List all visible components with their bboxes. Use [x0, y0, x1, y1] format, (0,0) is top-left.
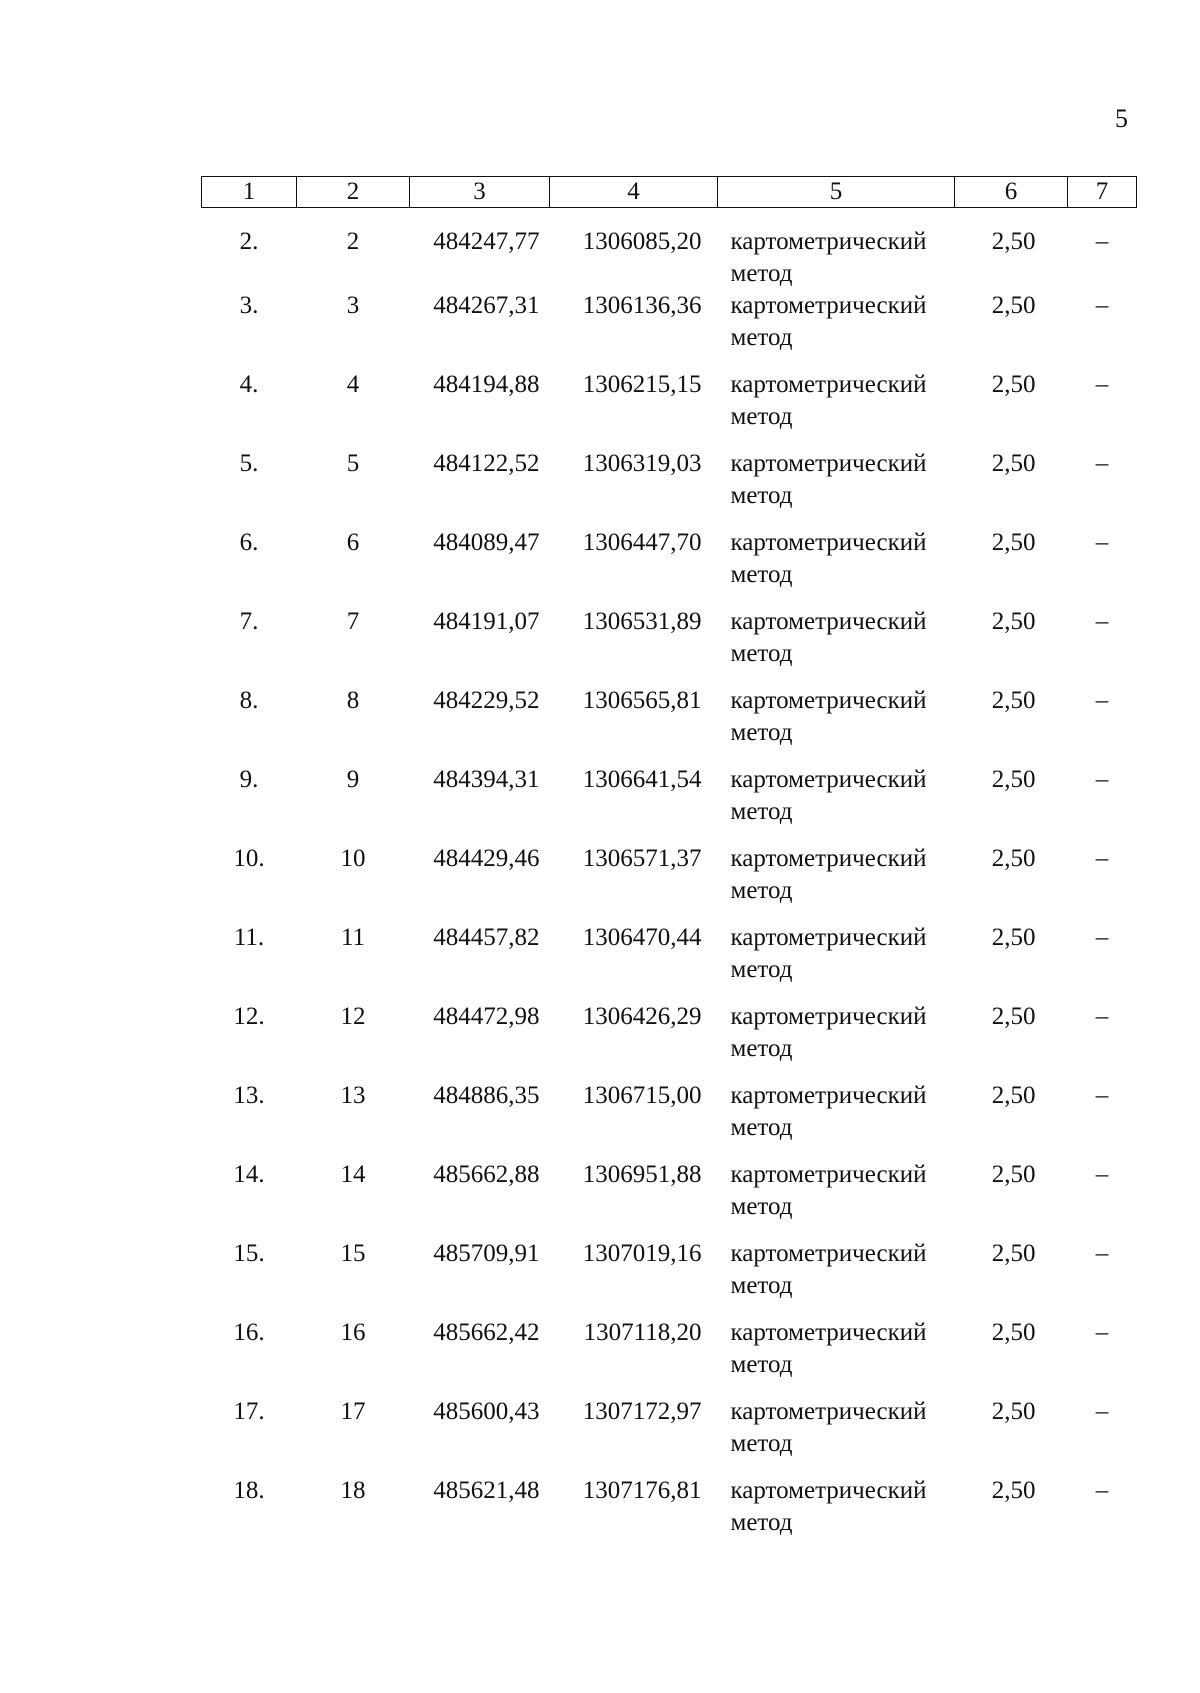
- note-cell: –: [1095, 529, 1109, 556]
- y-coordinate-cell: 1307176,81: [582, 1477, 702, 1504]
- point-number-cell: 18: [340, 1477, 366, 1504]
- x-coordinate-cell: 484122,52: [433, 450, 540, 477]
- note-cell: –: [1095, 228, 1109, 255]
- table-header: [202, 177, 1137, 208]
- y-coordinate-cell: 1306319,03: [582, 450, 702, 477]
- accuracy-cell: 2,50: [991, 450, 1036, 477]
- note-cell: –: [1095, 450, 1109, 477]
- x-coordinate-cell: 484429,46: [433, 845, 540, 872]
- accuracy-cell: 2,50: [991, 845, 1036, 872]
- x-coordinate-cell: 484247,77: [433, 228, 540, 255]
- table-row: [202, 685, 1137, 764]
- point-number-cell: 8: [346, 687, 360, 714]
- table-row: [202, 290, 1137, 369]
- table-row: [202, 1475, 1137, 1554]
- point-number-cell: 10: [340, 845, 366, 872]
- column-header: 7: [1068, 177, 1137, 208]
- y-coordinate-cell: 1306571,37: [582, 845, 702, 872]
- accuracy-cell: 2,50: [991, 1398, 1036, 1425]
- accuracy-cell: 2,50: [991, 371, 1036, 398]
- y-coordinate-cell: 1306470,44: [582, 924, 702, 951]
- x-coordinate-cell: 484472,98: [433, 1003, 540, 1030]
- accuracy-cell: 2,50: [991, 1477, 1036, 1504]
- note-cell: –: [1095, 371, 1109, 398]
- point-number-cell: 16: [340, 1319, 366, 1346]
- method-cell: картометрический метод: [730, 1082, 927, 1141]
- x-coordinate-cell: 485662,88: [433, 1161, 540, 1188]
- method-cell: картометрический метод: [730, 450, 927, 509]
- accuracy-cell: 2,50: [991, 1161, 1036, 1188]
- y-coordinate-cell: 1306951,88: [582, 1161, 702, 1188]
- row-number-cell: 5.: [239, 450, 259, 477]
- method-cell: картометрический метод: [730, 292, 927, 351]
- x-coordinate-cell: 484886,35: [433, 1082, 540, 1109]
- method-cell: картометрический метод: [730, 924, 927, 983]
- method-cell: картометрический метод: [730, 1319, 927, 1378]
- accuracy-cell: 2,50: [991, 292, 1036, 319]
- row-number-cell: 6.: [239, 529, 259, 556]
- method-cell: картометрический метод: [730, 1477, 927, 1536]
- note-cell: –: [1095, 1398, 1109, 1425]
- y-coordinate-cell: 1306136,36: [582, 292, 702, 319]
- method-cell: картометрический метод: [730, 608, 927, 667]
- row-number-cell: 3.: [239, 292, 259, 319]
- table-row: [202, 448, 1137, 527]
- table-row: [202, 764, 1137, 843]
- table-row: [202, 922, 1137, 1001]
- x-coordinate-cell: 484229,52: [433, 687, 540, 714]
- column-header: 3: [410, 177, 550, 208]
- point-number-cell: 14: [340, 1161, 366, 1188]
- point-number-cell: 11: [340, 924, 366, 951]
- x-coordinate-cell: 484194,88: [433, 371, 540, 398]
- y-coordinate-cell: 1306447,70: [582, 529, 702, 556]
- y-coordinate-cell: 1306085,20: [582, 228, 702, 255]
- row-number-cell: 17.: [233, 1398, 265, 1425]
- accuracy-cell: 2,50: [991, 1319, 1036, 1346]
- column-header: 1: [202, 177, 297, 208]
- note-cell: –: [1095, 1477, 1109, 1504]
- table-row: [202, 208, 1137, 291]
- method-cell: картометрический метод: [730, 1240, 927, 1299]
- table-row: [202, 1080, 1137, 1159]
- note-cell: –: [1095, 845, 1109, 872]
- row-number-cell: 14.: [233, 1161, 265, 1188]
- y-coordinate-cell: 1306215,15: [582, 371, 702, 398]
- x-coordinate-cell: 485621,48: [433, 1477, 540, 1504]
- accuracy-cell: 2,50: [991, 924, 1036, 951]
- table-row: [202, 527, 1137, 606]
- coordinates-table-container: [201, 176, 1136, 1554]
- method-cell: картометрический метод: [730, 1161, 927, 1220]
- page-number: 5: [1115, 104, 1128, 133]
- row-number-cell: 8.: [239, 687, 259, 714]
- column-header: 2: [297, 177, 410, 208]
- row-number-cell: 2.: [239, 228, 259, 255]
- x-coordinate-cell: 484394,31: [433, 766, 540, 793]
- x-coordinate-cell: 484457,82: [433, 924, 540, 951]
- note-cell: –: [1095, 1003, 1109, 1030]
- x-coordinate-cell: 485600,43: [433, 1398, 540, 1425]
- accuracy-cell: 2,50: [991, 1082, 1036, 1109]
- point-number-cell: 5: [346, 450, 360, 477]
- point-number-cell: 2: [346, 228, 360, 255]
- note-cell: –: [1095, 292, 1109, 319]
- row-number-cell: 16.: [233, 1319, 265, 1346]
- accuracy-cell: 2,50: [991, 228, 1036, 255]
- method-cell: картометрический метод: [730, 845, 927, 904]
- row-number-cell: 9.: [239, 766, 259, 793]
- row-number-cell: 15.: [233, 1240, 265, 1267]
- table-row: [202, 1159, 1137, 1238]
- note-cell: –: [1095, 687, 1109, 714]
- point-number-cell: 6: [346, 529, 360, 556]
- y-coordinate-cell: 1306715,00: [582, 1082, 702, 1109]
- x-coordinate-cell: 485662,42: [433, 1319, 540, 1346]
- point-number-cell: 15: [340, 1240, 366, 1267]
- point-number-cell: 9: [346, 766, 360, 793]
- note-cell: –: [1095, 766, 1109, 793]
- y-coordinate-cell: 1306426,29: [582, 1003, 702, 1030]
- table-row: [202, 1001, 1137, 1080]
- point-number-cell: 3: [346, 292, 360, 319]
- x-coordinate-cell: 484089,47: [433, 529, 540, 556]
- method-cell: картометрический метод: [730, 766, 927, 825]
- y-coordinate-cell: 1307019,16: [582, 1240, 702, 1267]
- row-number-cell: 11.: [233, 924, 265, 951]
- row-number-cell: 18.: [233, 1477, 265, 1504]
- table-row: [202, 1238, 1137, 1317]
- point-number-cell: 17: [340, 1398, 366, 1425]
- accuracy-cell: 2,50: [991, 1003, 1036, 1030]
- row-number-cell: 10.: [233, 845, 265, 872]
- method-cell: картометрический метод: [730, 228, 927, 287]
- note-cell: –: [1095, 1240, 1109, 1267]
- table-row: [202, 606, 1137, 685]
- method-cell: картометрический метод: [730, 687, 927, 746]
- point-number-cell: 4: [346, 371, 360, 398]
- accuracy-cell: 2,50: [991, 608, 1036, 635]
- table-row: [202, 843, 1137, 922]
- note-cell: –: [1095, 1082, 1109, 1109]
- accuracy-cell: 2,50: [991, 529, 1036, 556]
- row-number-cell: 12.: [233, 1003, 265, 1030]
- y-coordinate-cell: 1307118,20: [583, 1319, 702, 1346]
- x-coordinate-cell: 485709,91: [433, 1240, 540, 1267]
- y-coordinate-cell: 1306565,81: [582, 687, 702, 714]
- method-cell: картометрический метод: [730, 371, 927, 430]
- column-header: 4: [550, 177, 718, 208]
- y-coordinate-cell: 1306531,89: [582, 608, 702, 635]
- accuracy-cell: 2,50: [991, 766, 1036, 793]
- y-coordinate-cell: 1307172,97: [582, 1398, 702, 1425]
- table-row: [202, 369, 1137, 448]
- table-row: [202, 1396, 1137, 1475]
- note-cell: –: [1095, 924, 1109, 951]
- coordinates-table: [201, 176, 1137, 1554]
- row-number-cell: 13.: [233, 1082, 265, 1109]
- table-body: [202, 208, 1137, 1555]
- note-cell: –: [1095, 608, 1109, 635]
- row-number-cell: 4.: [239, 371, 259, 398]
- method-cell: картометрический метод: [730, 1398, 927, 1457]
- point-number-cell: 7: [346, 608, 360, 635]
- x-coordinate-cell: 484191,07: [433, 608, 540, 635]
- accuracy-cell: 2,50: [991, 687, 1036, 714]
- accuracy-cell: 2,50: [991, 1240, 1036, 1267]
- method-cell: картометрический метод: [730, 1003, 927, 1062]
- column-header: 5: [718, 177, 955, 208]
- point-number-cell: 12: [340, 1003, 366, 1030]
- column-header: 6: [955, 177, 1068, 208]
- x-coordinate-cell: 484267,31: [433, 292, 540, 319]
- point-number-cell: 13: [340, 1082, 366, 1109]
- note-cell: –: [1095, 1319, 1109, 1346]
- note-cell: –: [1095, 1161, 1109, 1188]
- row-number-cell: 7.: [239, 608, 259, 635]
- method-cell: картометрический метод: [730, 529, 927, 588]
- header-row: [202, 177, 1137, 208]
- y-coordinate-cell: 1306641,54: [582, 766, 702, 793]
- table-row: [202, 1317, 1137, 1396]
